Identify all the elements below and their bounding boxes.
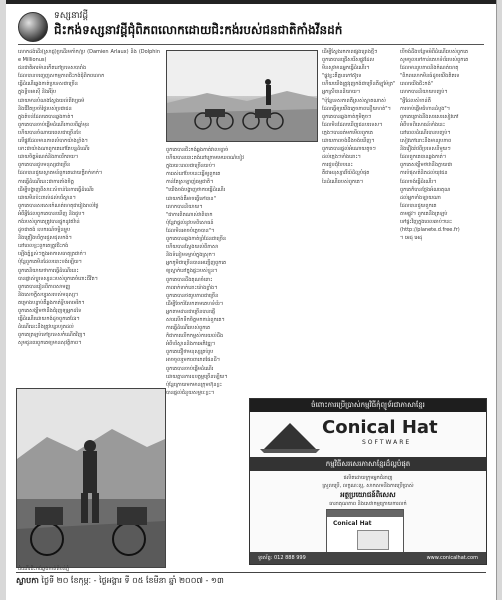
- ad-line-1: ផលិតដោយក្រុមអ្នកជំនាញ: [343, 475, 393, 481]
- column-2-line: ពួកគេបានដឹងគុណចំពោះ: [166, 276, 213, 283]
- column-1-line: លើផ្លូវដែលមានភាពលំបាកយ៉ាងខ្លាំង។: [18, 138, 88, 145]
- issue-date-and-page: ថ្ងៃទី ២០ ខែកុម្ភៈ - ថ្ងៃអង្គារ ទី ០៥ ខែមីនា ឆ្នាំ ២០០៧ - ១៣: [41, 576, 224, 585]
- column-4-line: ពេលយើងជិះកង់": [400, 81, 434, 88]
- column-4-line: ការចាប់ផ្តើមជំហានដំបូង"។: [400, 105, 451, 112]
- column-3-line: ដើម្បីស្វែងរកភាពផ្សងព្រេងថ្មីៗ: [322, 49, 378, 55]
- magazine-page: [6, 0, 497, 600]
- column-4-line: ការបំផុសគំនិតដល់យុវជន: [400, 170, 448, 177]
- photo-cyclists-desert: [166, 50, 318, 142]
- column-1-line: ដូចជាតង់ ឧបករណ៍ចម្អិនម្ហូប: [18, 227, 71, 234]
- column-2-line: ប៉ុន្តែវាផ្តល់នូវបទពិសោធន៍: [166, 219, 214, 226]
- column-1-line: ប៉ុន្តែពួកគេមិនដែលបោះបង់ឡើយ។: [18, 259, 82, 266]
- title-rule: [18, 44, 484, 45]
- column-2-line: ហើយបានស្វែងយល់ពីភាសា: [166, 244, 219, 251]
- column-1-line: ក្នុងទ្វីបអាស៊ី និងអឺរ៉ុប: [18, 89, 57, 96]
- column-4-line: ដែលពួកគេបានឆ្លងកាត់។: [400, 154, 447, 161]
- column-1-line: លោកដង់ដើរ(ស្រាជ្ញ)ប្រដើរមកាំក/ប្រ (Damien Arlaux) និង (Dolphine Millionus): [18, 49, 160, 64]
- column-1-line: ដោយមិនប៉ះពាល់ដល់បរិស្ថាន។: [18, 194, 76, 201]
- ad-tagline-band: កម្មវិធីសរសេរភាសាខ្មែរដ៏ល្អបំផុត: [250, 457, 486, 471]
- column-2-line: អ្នកភូមិជាច្រើនបានអញ្ជើញពួកគេ: [166, 260, 227, 267]
- column-4-line: បើចង់ដឹងបន្ថែមអំពីដំណើររបស់ពួកគេ: [400, 49, 468, 55]
- column-4-line: ដែលចង់ធ្វើដំណើរ។: [400, 178, 437, 185]
- column-1-line: និងសេចក្តីសប្បុរសរបស់មនុស្ស។: [18, 291, 79, 298]
- column-4-text: [400, 48, 486, 388]
- column-4-line: ដែលមានរូបភាពនិងកំណត់ហេតុ: [400, 65, 459, 72]
- column-2-line: អាចចូលរួមការពារភពផែនដី។: [166, 357, 221, 364]
- column-4-line: និងរឿងរ៉ាវពីប្រទេសនីមួយៗ: [400, 146, 451, 153]
- column-3-line: "ប៉ុន្តែទេសភាពគឺស្រស់ស្អាតណាស់: [322, 97, 386, 104]
- column-2-line: អំពីបរិស្ថាននិងការអភិវឌ្ឍ។: [166, 341, 216, 348]
- photo-cyclist-mountains: [16, 388, 166, 568]
- ad-brand-sub: SOFTWARE: [362, 439, 412, 446]
- software-box-image: [326, 509, 404, 553]
- column-1-line: ជនជាតិអារម៉ានកើតនៅប្រទេសបារាំង: [18, 65, 87, 72]
- column-2-line: ដើម្បីចែករំលែកតាមគេហទំព័រ។: [166, 300, 224, 307]
- column-2-line: ការធ្វើដំណើររបស់ពួកគេ: [166, 325, 211, 332]
- column-1-line: ដោយមានបំណងស្វែងយល់ពីវប្បធម៌: [18, 97, 85, 104]
- column-2-line: បានផ្តល់ជំនួយសម្ភារៈខ្លះ។: [166, 389, 215, 396]
- column-4-line: តាមផ្លូវ។ ពួកគេនឹងត្រឡប់: [400, 210, 448, 217]
- column-3-line: ពួកគេបានជ្រើសរើសផ្លូវដែល: [322, 57, 375, 64]
- column-3-line: "ផ្លូវខ្លះគឺគ្មានកៅស៊ូទេ: [322, 73, 362, 80]
- magazine-name: ស្លាបកា: [16, 576, 39, 585]
- column-4-line: នៅពេលដំណើរបានបញ្ចប់។: [400, 129, 451, 136]
- column-2-line: ក៏ជាការលើកកម្ពស់ការយល់ដឹង: [166, 333, 224, 340]
- column-2-line: សារលើកទឹកចិត្តមកកាន់ពួកគេ។: [166, 316, 225, 323]
- column-1-line: សូមជូនពរពួកគេឲ្យមានសុវត្ថិភាព។: [18, 340, 82, 347]
- column-2-line: ហើយបានបោះតង់នៅក្រោមមេឃពណ៌ខៀវ: [166, 155, 244, 162]
- column-1-line: ពួកគេបានជួបមនុស្សជាច្រើន: [18, 162, 71, 169]
- article-title: ជិះកង់ទស្សនាវដ្ដីជុំពិភពលោកដោយជិះកង់របស់ជនជាតិកាំងវីនដក់: [54, 23, 343, 37]
- ad-contact-bar: [250, 552, 486, 564]
- column-1-line: នៅពេលខ្លះពួកគេត្រូវជិះកង់: [18, 243, 69, 250]
- footer-rule: [16, 572, 486, 573]
- column-2-line: ដោយកង់គឺអាចធ្វើទៅបាន": [166, 195, 216, 202]
- ad-line-2: ស្រួលប្រើ, លក្ខណៈល្អ, សាកសមនឹងការប្រើប្រាស់: [322, 483, 414, 489]
- column-2-text: [166, 146, 316, 396]
- column-1-line: ពួកគេបានរៀនពីភាពសាមញ្ញ: [18, 283, 71, 290]
- column-2-line: ពួកគេបានជិះកង់ឆ្លងកាត់វាលខ្សាច់: [166, 147, 229, 153]
- column-2-line: អ្នកតាមដានជាច្រើនបានផ្ញើ: [166, 308, 216, 315]
- column-3-line: ដែលធ្វើឲ្យយើងភ្លេចភាពនឿយហត់"។: [322, 105, 391, 112]
- column-2-line: និងទំនៀមទម្លាប់ក្នុងស្រុក។: [166, 252, 216, 259]
- column-3-line: ដល់ក្មេងៗទាំងនោះ។: [322, 154, 361, 161]
- column-3-text: [322, 48, 396, 388]
- conical-hat-logo: [260, 419, 320, 453]
- column-4-line: (http://planete.d.free.fr): [400, 227, 460, 234]
- column-2-line: ពួកគេបានឆ្លងកាត់ព្រំដែនជាច្រើន: [166, 236, 227, 243]
- column-3-line: ក្មេងៗបានរត់មកមើលពួកគេ: [322, 129, 373, 136]
- column-4-line: ដែលបានជួយពួកគេ: [400, 202, 437, 209]
- column-3-line: ដោយភាពចង់ដឹងចង់ឃើញ។: [322, 138, 375, 145]
- column-2-line: ពួកគេបានថតរូបភាពជាច្រើន: [166, 292, 219, 299]
- column-1-line: ទោះជាយ៉ាងណាពួកគេនៅតែបន្តដំណើរ: [18, 146, 90, 153]
- column-4-line: សៀវភៅនោះនឹងមានរូបភាព: [400, 138, 452, 145]
- column-1-line: ពួកគេបានសរសេរកំណត់ហេតុជារៀងរាល់ថ្ងៃ: [18, 202, 99, 209]
- column-4-line: សូមចូលទៅកាន់គេហទំព័ររបស់ពួកគេ: [400, 57, 469, 64]
- globe-icon: [18, 12, 48, 42]
- column-4-line: លោកបាននិយាយបញ្ចប់។: [400, 89, 448, 96]
- column-1-line: ធ្វើដំណើរឆ្លងកាត់ប្រទេសជាច្រើន: [18, 81, 78, 88]
- ad-line-4: ធានាគុណភាព និងសេវាកម្មក្រោយការលក់: [329, 501, 407, 507]
- column-1-line: ក្នុងតំបន់ដែលគេបានឆ្លងកាត់។: [18, 113, 74, 120]
- ad-line-3: អត្ថប្រយោជន៍ពិសេស: [340, 491, 396, 499]
- column-3-line: ពួកគេបានឆ្លងកាត់ភូមិតូចៗ: [322, 113, 372, 120]
- page-footer: [16, 575, 486, 587]
- column-4-line: ។ អេដុ អេដុ: [400, 235, 423, 242]
- column-2-line: កាន់តែស្រឡាញ់ធម្មជាតិ។: [166, 179, 214, 186]
- column-2-line: "យើងចង់បង្ហាញថាការធ្វើដំណើរ: [166, 187, 226, 194]
- column-2-line: ប៉ុន្តែក្រោយមកមានក្រុមហ៊ុនខ្លះ: [166, 381, 222, 388]
- column-4-line: ពួកគេសង្ឃឹមថាវានឹងក្លាយជា: [400, 162, 453, 169]
- column-1-line: ដែលបានបញ្ចេញសកម្មភាពជិះកង់ជុំពិភពលោក: [18, 73, 105, 80]
- column-4-line: "អ្វីដែលសំខាន់គឺ: [400, 97, 431, 104]
- column-2-line: ឲ្យស្នាក់នៅក្នុងផ្ទះរបស់ខ្លួន។: [166, 268, 218, 275]
- ad-brand: Conical Hat: [322, 417, 438, 438]
- column-3-line: ហើយយើងត្រូវរុញកង់ជាច្រើនគីឡូម៉ែត្រ": [322, 81, 396, 88]
- column-2-line: ក្នុងរយៈពេលជាច្រើនយប់។: [166, 163, 216, 170]
- column-1-text: [18, 48, 160, 383]
- ad-heading: ចំពោះការប្រើប្រាស់កម្មវិធីកុំព្យូទ័រជាភាសាខ្មែរ: [250, 399, 486, 412]
- column-2-line: ដោយគ្មានការឧបត្ថម្ភច្រើនឡើយ។: [166, 373, 228, 380]
- column-4-line: អំពីបទពិសោធន៍ទាំងនេះ: [400, 121, 446, 128]
- ad-website-link[interactable]: www.conicalhat.com: [426, 555, 478, 561]
- column-4-line: "ពិភពលោកមិនធំដូចយើងគិតទេ: [400, 73, 460, 80]
- column-1-line: កង់របស់ពួកគេត្រូវបានផ្ទុកនូវឥវ៉ាន់: [18, 218, 80, 225]
- column-1-line: បានផ្លាស់ប្តូរទស្សនៈរបស់ពួកគេចំពោះជីវិត។: [18, 275, 98, 282]
- column-2-line: "ជាការពិតណាស់វាពិបាក: [166, 211, 213, 218]
- column-1-line: និងគ្រឿងបរិក្ខារជួសជុលកង់។: [18, 235, 72, 242]
- column-3-line: ពួកគេបានផ្តល់អំណោយតូចៗ: [322, 146, 376, 153]
- box-graphic: [357, 530, 389, 550]
- top-rule: [6, 0, 496, 4]
- column-4-line: ទៅផ្ទះវិញក្នុងពេលឆាប់ៗនេះ: [400, 218, 453, 225]
- column-2-line: ពួកគេបានចាប់ផ្តើមដំណើរ: [166, 365, 214, 372]
- column-1-line: អំពីអ្វីដែលពួកគេបានឃើញ និងជួប។: [18, 210, 85, 217]
- ad-phone: ទូរស័ព្ទ: 012 888 999: [258, 555, 306, 561]
- column-1-line: ឡើងភ្នំខ្ពស់ៗក្នុងអាកាសធាតុត្រជាក់។: [18, 251, 87, 258]
- column-3-line: គឺជាអនុស្សាវរីយ៍ដ៏ល្អបំផុត: [322, 170, 370, 177]
- column-1-line: ពួកគេត្រឡប់ទៅប្រទេសកំណើតវិញ។: [18, 332, 86, 339]
- box-top-bar: [327, 510, 403, 517]
- column-3-line: អ្នកស្រីបាននិយាយ។: [322, 89, 361, 96]
- column-2-line: ដែលមិនអាចបំភ្លេចបាន"។: [166, 227, 215, 234]
- column-1-line: ដើម្បីបង្ហាញពីសារៈសំខាន់នៃការធ្វើដំណើរ: [18, 186, 94, 193]
- column-1-line: ការធ្វើដំណើរនេះជាការតាំងចិត្ត: [18, 178, 74, 185]
- column-2-line: ពួកគេជឿថាមនុស្សគ្រប់រូប: [166, 349, 214, 356]
- column-4-line: ពួកគេក៏បានថ្លែងអំណរគុណ: [400, 186, 451, 193]
- column-1-line: ធ្វើដំណើរដោយកង់ដូចពួកគេដែរ។: [18, 316, 80, 323]
- conical-hat-advertisement[interactable]: [249, 398, 487, 565]
- column-1-line: ដោយចិត្តអំណត់និងភាពរីករាយ។: [18, 154, 79, 161]
- column-1-line: និងជីវិតប្រចាំថ្ងៃរបស់ប្រជាជន: [18, 105, 72, 112]
- column-1-line: ដំណើរនេះនឹងត្រូវបន្តរហូតដល់: [18, 324, 74, 331]
- column-3-line: នៃដំណើររបស់ពួកគេ។: [322, 178, 364, 185]
- bottom-photo-caption: ដំណើរជិះកង់ឆ្លងកាត់តំបន់ភ្នំ: [18, 566, 70, 572]
- column-4-line: ពួកគេគ្រោងនឹងសរសេរសៀវភៅ: [400, 113, 459, 120]
- column-1-line: ពួកគេនិយាយថាការធ្វើដំណើរនេះ: [18, 267, 79, 274]
- box-brand: Conical Hat: [333, 520, 372, 527]
- column-4-line: ដល់អ្នកទាំងឡាយណា: [400, 194, 441, 201]
- column-3-line: ដែលមិនដែលឃើញជនបរទេស។: [322, 121, 383, 128]
- column-1-line: ពួកគេសង្ឃឹមថានឹងជំរុញឲ្យអ្នកដទៃ: [18, 308, 82, 314]
- column-3-line: មិនសូវមានអ្នកធ្វើដំណើរ។: [322, 65, 370, 72]
- column-1-line: ហើយបានចំណាយពេលជាច្រើនខែ: [18, 129, 82, 136]
- column-2-line: លោកបាននិយាយ។: [166, 203, 203, 210]
- section-label: ទស្សនាវដ្ដី: [54, 11, 89, 21]
- column-1-line: ពួកគេបានចាប់ផ្តើមដំណើរកាលពីឆ្នាំមុន: [18, 121, 90, 128]
- column-2-line: ការរស់នៅបែបនេះធ្វើឲ្យពួកគេ: [166, 171, 221, 178]
- column-3-line: ការជួបជុំបែបនេះ: [322, 162, 353, 169]
- column-1-line: ដែលបានជួយស្វាគមន៍ពួកគេដោយក្តីរាក់ទាក់។: [18, 170, 103, 177]
- column-1-line: គម្រោងបន្ទាប់គឺឆ្លងកាត់ទ្វីបអាមេរិក។: [18, 299, 85, 306]
- column-2-line: ភាពរាក់ទាក់នោះយ៉ាងខ្លាំង។: [166, 284, 218, 291]
